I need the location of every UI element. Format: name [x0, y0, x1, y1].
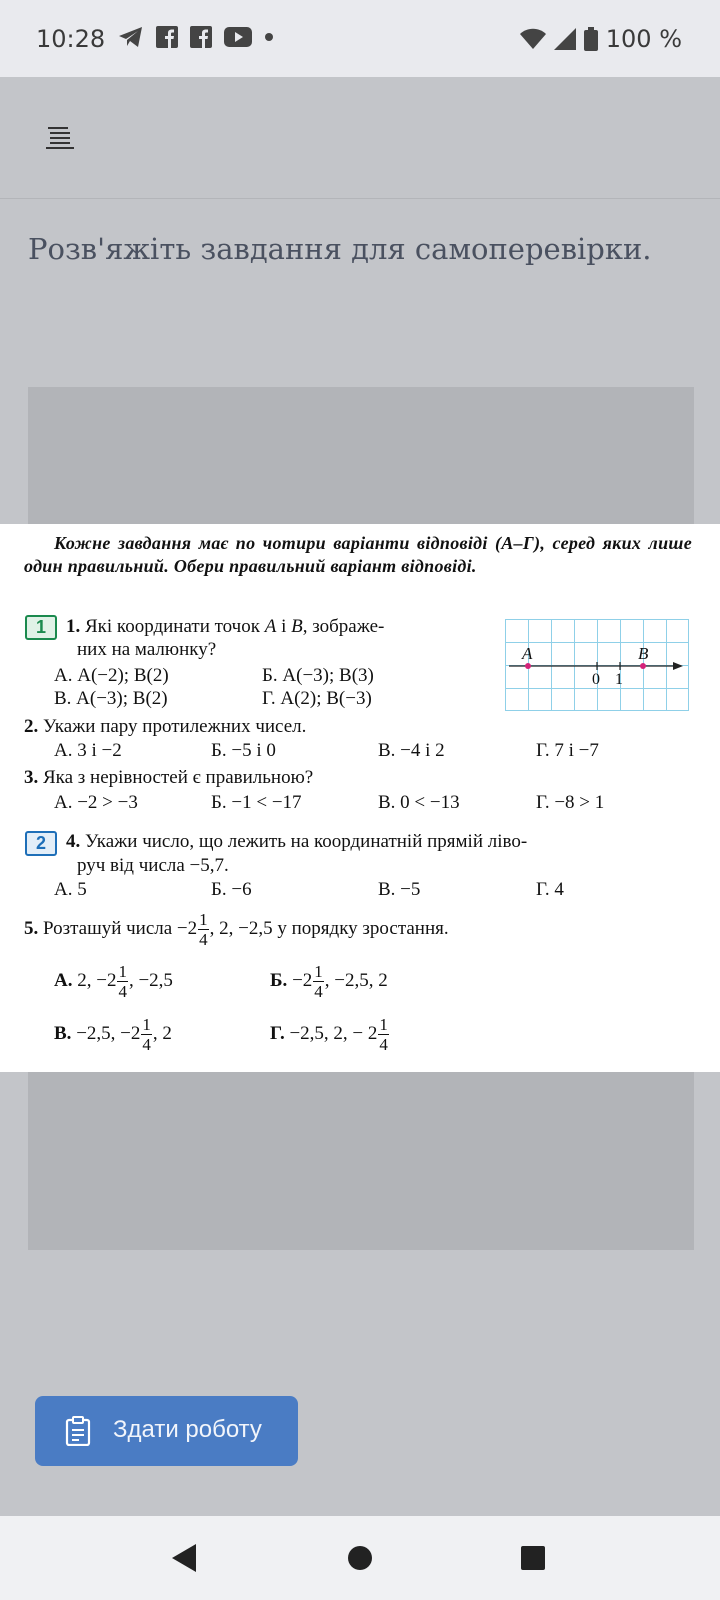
status-time: 10:28	[36, 25, 106, 53]
question-4	[66, 831, 527, 853]
question-number: 5.	[24, 917, 39, 939]
home-icon[interactable]	[347, 1545, 373, 1571]
point-b	[640, 663, 646, 669]
answer-option: Г. 4	[536, 879, 564, 900]
signal-icon	[554, 28, 576, 50]
image-frame-bottom	[28, 1072, 694, 1250]
point-a	[525, 663, 531, 669]
notification-icons	[118, 26, 274, 48]
facebook-icon	[190, 26, 212, 48]
level-badge-2: 2	[25, 831, 57, 856]
question-number: 4.	[66, 831, 81, 852]
answer-option: Б. −6	[211, 879, 252, 900]
status-bar	[0, 0, 720, 77]
point-a-label: A	[264, 616, 277, 637]
telegram-icon	[118, 26, 144, 48]
fraction: $\frac{1}{4}$	[314, 962, 323, 1001]
question-number: 2.	[24, 716, 39, 737]
question-text: і	[276, 616, 292, 637]
question-text: Укажи число, що лежить на координатній прямій ліво-	[85, 831, 528, 852]
question-1	[66, 616, 384, 638]
number-line-figure	[505, 619, 689, 711]
fraction: $\frac{1}{4}$	[142, 1015, 151, 1054]
answer-option-v: В. −2,5, −2 $\frac{1}{4}$ , 2	[54, 1015, 172, 1054]
answer-option: А. A(−2); B(2)	[54, 665, 169, 686]
battery-icon	[584, 27, 598, 51]
label-b: B	[638, 644, 649, 663]
question-text: Які координати точок	[85, 616, 265, 637]
question-text: , 2, −2,5 у порядку зростання.	[209, 917, 449, 939]
recents-icon[interactable]	[520, 1545, 546, 1571]
question-number: 1.	[66, 616, 81, 637]
answer-option-g: Г. −2,5, 2, − 2 $\frac{1}{4}$	[270, 1015, 388, 1054]
answer-option: В. A(−3); B(2)	[54, 688, 168, 709]
answer-option-b: Б. −2 $\frac{1}{4}$ , −2,5, 2	[270, 962, 388, 1001]
tick-0: 0	[592, 671, 600, 688]
level-badge-1: 1	[25, 615, 57, 640]
answer-option-a: А. 2, −2 $\frac{1}{4}$ , −2,5	[54, 962, 173, 1001]
tick-1: 1	[615, 671, 623, 688]
answer-option: В. −5	[378, 879, 421, 900]
instructions: Кожне завдання має по чотири варіанти відповіді (А–Г), серед яких лише один правильний. Обери правильний варіант відповіді.	[24, 533, 692, 576]
answer-option: В. −4 і 2	[378, 740, 445, 761]
answer-option: Б. −5 і 0	[211, 740, 276, 761]
answer-option: Б. −1 < −17	[211, 792, 302, 813]
question-number: 3.	[24, 767, 39, 788]
page-title: Розв'яжіть завдання для самоперевірки.	[28, 232, 652, 266]
wifi-icon	[520, 28, 546, 50]
question-4-line2: руч від числа −5,7.	[77, 855, 229, 876]
submit-label: Здати роботу	[113, 1416, 262, 1443]
fraction: $\frac{1}{4}$	[379, 1015, 388, 1054]
dot-icon	[264, 32, 274, 42]
question-text: , зображе-	[302, 616, 385, 637]
answer-option: А. 3 і −2	[54, 740, 122, 761]
image-frame-top	[28, 387, 694, 524]
question-2	[24, 716, 306, 738]
question-1-line2: них на малюнку?	[77, 639, 217, 660]
menu-icon	[42, 119, 78, 155]
battery-percent: 100 %	[605, 25, 682, 53]
clipboard-icon	[65, 1416, 91, 1446]
answer-option: В. 0 < −13	[378, 792, 460, 813]
worksheet-image	[0, 524, 720, 1072]
question-5	[24, 910, 449, 949]
answer-option: А. −2 > −3	[54, 792, 138, 813]
app-bar	[0, 77, 720, 199]
question-3	[24, 767, 313, 789]
question-text: Яка з нерівностей є правильною?	[43, 767, 314, 788]
question-text: Розташуй числа −2	[43, 917, 198, 939]
system-nav-bar	[0, 1516, 720, 1600]
answer-option: Г. A(2); B(−3)	[262, 688, 372, 709]
fraction: $\frac{1}{4}$	[118, 962, 127, 1001]
menu-button[interactable]	[42, 119, 78, 155]
answer-option: А. 5	[54, 879, 87, 900]
fraction: $\frac{1}{4}$	[199, 910, 208, 949]
facebook-icon	[156, 26, 178, 48]
point-b-label: B	[291, 616, 303, 637]
submit-work-button[interactable]	[35, 1396, 298, 1466]
answer-option: Г. −8 > 1	[536, 792, 605, 813]
youtube-icon	[224, 27, 252, 47]
answer-option: Б. A(−3); B(3)	[262, 665, 374, 686]
answer-option: Г. 7 і −7	[536, 740, 599, 761]
label-a: A	[522, 644, 533, 663]
question-text: Укажи пару протилежних чисел.	[43, 716, 307, 737]
back-icon[interactable]	[170, 1543, 198, 1573]
